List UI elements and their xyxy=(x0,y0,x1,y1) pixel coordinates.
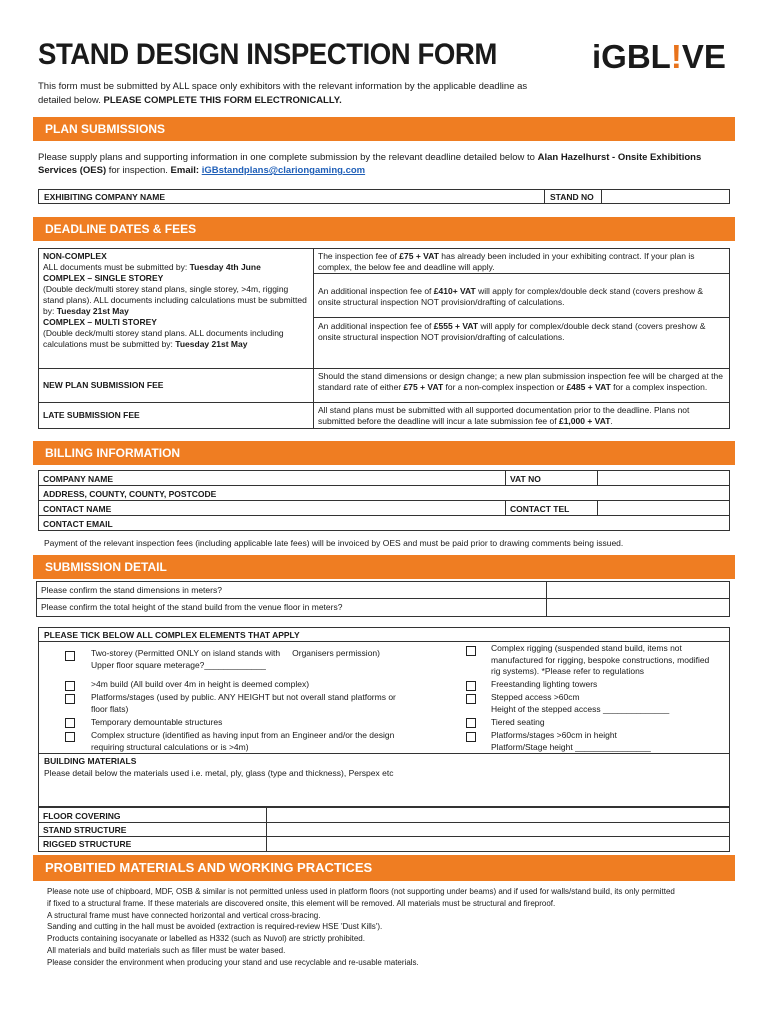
fee3-amount: £555 + VAT xyxy=(433,321,479,331)
stand-structure-label: STAND STRUCTURE xyxy=(43,825,127,835)
platforms-public-checkbox[interactable] xyxy=(65,694,75,704)
newplan-text-c: for a non-complex inspection or xyxy=(443,382,567,392)
fee-single-cell xyxy=(313,273,730,318)
contact-email-cell[interactable] xyxy=(38,515,730,531)
company-name-label: COMPANY NAME xyxy=(43,474,114,484)
height-question: Please confirm the total height of the stand build from the venue floor in meters? xyxy=(41,602,343,612)
contact-email-label: CONTACT EMAIL xyxy=(43,519,113,529)
rigged-structure-label: RIGGED STRUCTURE xyxy=(43,839,132,849)
building-materials-text: Please detail below the materials used i.e. metal, ply, glass (type and thickness), Perspex etc xyxy=(44,768,394,778)
single-storey-deadline xyxy=(43,284,309,317)
platforms-public-line-1: Platforms/stages (used by public. ANY HEIGHT but not overall stand platforms or xyxy=(91,692,396,702)
lighting-towers-label: Freestanding lighting towers xyxy=(491,679,598,689)
contact-name-cell[interactable] xyxy=(38,500,506,516)
intro-text xyxy=(38,80,598,108)
exhibiting-company-label: EXHIBITING COMPANY NAME xyxy=(44,192,166,202)
plan-text-1: Please supply plans and supporting information in one complete submission by the relevant deadline detailed below to xyxy=(38,152,538,163)
prohibited-line: Please consider the environment when producing your stand and use recyclable and re-usable materials. xyxy=(47,957,419,967)
height-question-cell xyxy=(36,598,547,617)
complex-rigging-line-1: Complex rigging (suspended stand build, items not xyxy=(491,643,682,653)
floor-covering-field[interactable] xyxy=(266,807,730,823)
upper-floor-meterage: Upper floor square meterage?_____________ xyxy=(91,659,266,670)
vat-no-label: VAT NO xyxy=(510,474,541,484)
plan-email-label: Email: xyxy=(170,165,202,176)
newplan-amount-2: £485 + VAT xyxy=(566,382,611,392)
divider xyxy=(38,753,730,754)
multi-storey-date: Tuesday 21st May xyxy=(175,339,248,349)
stepped-access-height: Height of the stepped access ______________ xyxy=(491,703,670,714)
two-storey-permission: Organisers permission) xyxy=(292,648,380,658)
exhibiting-company-field[interactable] xyxy=(239,190,579,203)
height-field[interactable] xyxy=(546,598,730,617)
new-plan-fee-cell xyxy=(313,368,730,403)
stepped-access-line-1: Stepped access >60cm xyxy=(491,692,580,702)
single-storey-text: (Double deck/multi storey stand plans, single storey, >4m, rigging stand plans). ALL documents including calculations must be submitted by: xyxy=(43,284,307,316)
fee1-text: The inspection fee of xyxy=(318,251,400,261)
logo-text-b: VE xyxy=(681,38,726,75)
late-fee-cell xyxy=(313,402,730,429)
plan-submissions-heading: PLAN SUBMISSIONS xyxy=(33,117,735,141)
floor-covering-label: FLOOR COVERING xyxy=(43,811,121,821)
multi-storey-text: (Double deck/multi storey stand plans. ALL documents including calculations must be submitted by: xyxy=(43,328,284,349)
noncomplex-deadline xyxy=(43,262,309,273)
igblive-logo xyxy=(592,38,726,76)
floor-covering-label-cell xyxy=(38,807,267,823)
two-storey-item xyxy=(91,648,471,671)
contact-tel-label: CONTACT TEL xyxy=(510,504,570,514)
prohibited-line: Products containing isocyanate or labelled as H332 (such as Nuvol) are strictly prohibited. xyxy=(47,934,365,944)
newplan-text-a: Should the stand dimensions or design change; a new plan submission inspection fee will be charged at the standard rate of either xyxy=(318,371,723,392)
complex-rigging-checkbox[interactable] xyxy=(466,646,476,656)
single-storey-title: COMPLEX – SINGLE STOREY xyxy=(43,273,164,283)
logo-text-a: iGBL xyxy=(592,38,671,75)
temporary-structures-label: Temporary demountable structures xyxy=(91,717,223,727)
divider xyxy=(38,641,730,642)
fee2-text: An additional inspection fee of xyxy=(318,286,434,296)
dimensions-question-cell xyxy=(36,581,547,599)
dimensions-field[interactable] xyxy=(546,581,730,599)
company-stand-row xyxy=(38,189,730,204)
two-storey-checkbox[interactable] xyxy=(65,651,75,661)
plan-text-2: for inspection. xyxy=(106,165,171,176)
plan-instructions xyxy=(38,151,728,177)
over-4m-checkbox[interactable] xyxy=(65,681,75,691)
noncomplex-date: Tuesday 4th June xyxy=(189,262,261,272)
contact-name-label: CONTACT NAME xyxy=(43,504,112,514)
complex-structure-item xyxy=(91,730,471,753)
stand-structure-label-cell xyxy=(38,822,267,837)
billing-note: Payment of the relevant inspection fees (including applicable late fees) will be invoiced by OES and must be paid prior to drawing comments being issued. xyxy=(44,538,624,548)
submission-heading: SUBMISSION DETAIL xyxy=(33,555,735,579)
platform-stage-height: Platform/Stage height ________________ xyxy=(491,741,651,752)
late-text-c: . xyxy=(610,416,613,426)
platforms-60cm-line-1: Platforms/stages >60cm in height xyxy=(491,730,617,740)
temporary-structures-checkbox[interactable] xyxy=(65,718,75,728)
stepped-access-checkbox[interactable] xyxy=(466,694,476,704)
two-storey-text: Two-storey (Permitted ONLY on island stands with xyxy=(91,648,281,658)
complex-rigging-item xyxy=(491,643,731,678)
fee1-amount: £75 + VAT xyxy=(399,251,439,261)
noncomplex-title: NON-COMPLEX xyxy=(43,251,107,261)
address-label: ADDRESS, COUNTY, COUNTY, POSTCODE xyxy=(43,489,217,499)
lighting-towers-checkbox[interactable] xyxy=(466,681,476,691)
tiered-seating-checkbox[interactable] xyxy=(466,718,476,728)
page-title: STAND DESIGN INSPECTION FORM xyxy=(38,38,497,71)
address-cell[interactable] xyxy=(38,485,730,501)
late-text-a: All stand plans must be submitted with all supported documentation prior to the deadline. Plans not submitted before the deadline will incur a late submission fee of xyxy=(318,405,690,426)
platforms-public-item xyxy=(91,692,471,715)
platforms-public-line-2: floor flats) xyxy=(91,703,129,714)
fee-noncomplex-cell xyxy=(313,248,730,274)
prohibited-line: Sanding and cutting in the hall must be avoided (extraction is required-review HSE 'Dust Kills'). xyxy=(47,922,383,932)
fee3-text: An additional inspection fee of xyxy=(318,321,434,331)
deadline-dates-cell xyxy=(38,248,314,369)
billing-heading: BILLING INFORMATION xyxy=(33,441,735,465)
complex-structure-line-2: requiring structural calculations or is >4m) xyxy=(91,741,249,752)
complex-structure-line-1: Complex structure (identified as having input from an Engineer and/or the design xyxy=(91,730,395,740)
stand-structure-field[interactable] xyxy=(266,822,730,837)
vat-no-label-cell xyxy=(505,470,598,486)
platforms-60cm-item xyxy=(491,730,731,753)
company-name-cell[interactable] xyxy=(38,470,506,486)
prohibited-line: A structural frame must have connected horizontal and vertical cross-bracing. xyxy=(47,910,321,920)
rigged-structure-field[interactable] xyxy=(266,836,730,852)
new-plan-label: NEW PLAN SUBMISSION FEE xyxy=(43,380,164,390)
contact-tel-label-cell xyxy=(505,500,598,516)
vat-no-field[interactable] xyxy=(597,470,730,486)
over-4m-label: >4m build (All build over 4m in height is deemed complex) xyxy=(91,679,310,689)
newplan-text-e: for a complex inspection. xyxy=(610,382,708,392)
stand-no-field[interactable] xyxy=(603,190,729,203)
plan-contact: Alan Hazelhurst - Onsite Exhibitions Services (OES) xyxy=(38,152,702,176)
noncomplex-text: ALL documents must be submitted by: xyxy=(43,262,190,272)
fee2-text-2: will apply for complex/double deck stand (covers preshow & onsite structural inspection NOT provision/drafting of calculations. xyxy=(318,286,704,307)
prohibited-heading: PROBITIED MATERIALS AND WORKING PRACTICES xyxy=(33,855,735,881)
prohibited-line: All materials and build materials such as filler must be water based. xyxy=(47,945,286,955)
newplan-amount-1: £75 + VAT xyxy=(403,382,444,392)
dimensions-question: Please confirm the stand dimensions in meters? xyxy=(41,585,222,595)
new-plan-label-cell xyxy=(38,368,314,403)
two-storey-line-1 xyxy=(91,648,471,660)
divider xyxy=(601,190,602,203)
fee3-text-2: will apply for complex/double deck stand (covers preshow & onsite structural inspection NOT provision/drafting of calculations. xyxy=(318,321,706,342)
tiered-seating-label: Tiered seating xyxy=(491,717,545,727)
stepped-access-item xyxy=(491,692,731,715)
building-materials-heading: BUILDING MATERIALS xyxy=(44,756,137,766)
fee1-text-2: has already been included in your exhibiting contract. If your plan is complex, the below fee and deadline will apply. xyxy=(318,251,695,272)
stand-no-label: STAND NO xyxy=(550,192,594,202)
multi-storey-title: COMPLEX – MULTI STOREY xyxy=(43,317,157,327)
building-materials-field[interactable] xyxy=(40,781,728,805)
intro-line-2 xyxy=(38,94,598,108)
complex-structure-checkbox[interactable] xyxy=(65,732,75,742)
multi-storey-deadline xyxy=(43,328,309,350)
rigged-structure-label-cell xyxy=(38,836,267,852)
platforms-60cm-checkbox[interactable] xyxy=(466,732,476,742)
complex-rigging-line-2: manufactured for rigging, bespoke constructions, modified xyxy=(491,654,710,665)
late-label-cell xyxy=(38,402,314,429)
divider xyxy=(544,190,545,203)
contact-tel-field[interactable] xyxy=(597,500,730,516)
single-storey-date: Tuesday 21st May xyxy=(56,306,129,316)
prohibited-list xyxy=(47,886,737,969)
fee2-amount: £410+ VAT xyxy=(433,286,476,296)
late-amount: £1,000 + VAT xyxy=(558,416,611,426)
late-label: LATE SUBMISSION FEE xyxy=(43,410,140,420)
prohibited-line: if fixed to a structural frame. If these materials are discovered onsite, this element will be removed. All materials must be structural and fireproof. xyxy=(47,898,556,908)
complex-rigging-line-3: rig systems). *Please refer to regulations xyxy=(491,666,645,676)
intro-line-2-bold: PLEASE COMPLETE THIS FORM ELECTRONICALLY. xyxy=(103,95,342,106)
intro-line-2-text: detailed below. xyxy=(38,95,104,106)
plan-email-link[interactable]: iGBstandplans@clariongaming.com xyxy=(201,165,366,176)
deadline-heading: DEADLINE DATES & FEES xyxy=(33,217,735,241)
prohibited-line: Please note use of chipboard, MDF, OSB & similar is not permitted unless used in platform floors (not supporting under beams) and if used for walls/stand build, its only permitted xyxy=(47,887,675,896)
intro-line-1: This form must be submitted by ALL space only exhibitors with the relevant information by the applicable deadline as xyxy=(38,81,528,92)
logo-bang: ! xyxy=(670,38,682,75)
fee-multi-cell xyxy=(313,317,730,369)
tick-heading: PLEASE TICK BELOW ALL COMPLEX ELEMENTS THAT APPLY xyxy=(44,630,300,640)
